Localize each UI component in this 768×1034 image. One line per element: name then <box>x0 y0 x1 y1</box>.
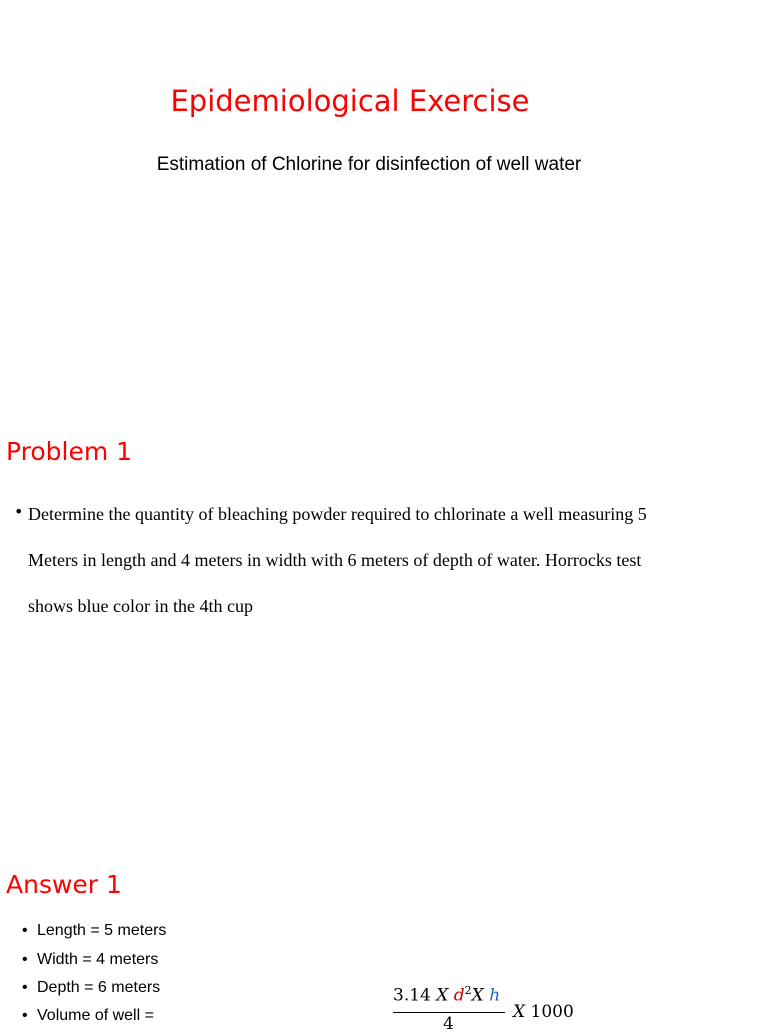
formula-operator: X <box>513 1002 526 1022</box>
bullet-icon: • <box>22 951 28 968</box>
formula-variable-h: h <box>489 985 501 1006</box>
problem-heading: Problem 1 <box>6 437 133 466</box>
list-item <box>22 1007 154 1025</box>
answer-item-width: Width = 4 meters <box>37 951 159 968</box>
formula-denominator: 4 <box>443 1014 454 1034</box>
bullet-icon: • <box>22 979 28 996</box>
bullet-icon: • <box>14 502 24 521</box>
problem-line: Meters in length and 4 meters in width with 6 meters of depth of water. Horrocks test <box>28 550 642 570</box>
formula-operator: X <box>436 985 449 1006</box>
problem-line: Determine the quantity of bleaching powder required to chlorinate a well measuring 5 <box>28 504 647 524</box>
answer-item-volume: Volume of well = <box>37 1007 154 1024</box>
formula-multiplier <box>513 1002 574 1022</box>
formula-numerator <box>393 984 500 1006</box>
page-title: Epidemiological Exercise <box>170 84 530 118</box>
fraction-bar <box>393 1012 505 1013</box>
answer-item-length: Length = 5 meters <box>37 922 167 939</box>
page-subtitle: Estimation of Chlorine for disinfection of well water <box>156 154 582 175</box>
formula-operator: X <box>471 985 484 1006</box>
bullet-icon: • <box>22 1007 28 1024</box>
formula-constant: 3.14 <box>393 985 431 1006</box>
answer-item-depth: Depth = 6 meters <box>37 979 161 996</box>
bullet-icon: • <box>22 922 28 939</box>
list-item <box>22 922 166 940</box>
formula-variable-d: d <box>453 985 465 1006</box>
problem-line: shows blue color in the 4th cup <box>28 596 253 616</box>
formula-exponent: 2 <box>464 984 472 997</box>
formula-multiplier-value: 1000 <box>530 1002 574 1022</box>
answer-heading: Answer 1 <box>6 870 122 899</box>
list-item <box>22 951 158 969</box>
list-item <box>22 979 160 997</box>
